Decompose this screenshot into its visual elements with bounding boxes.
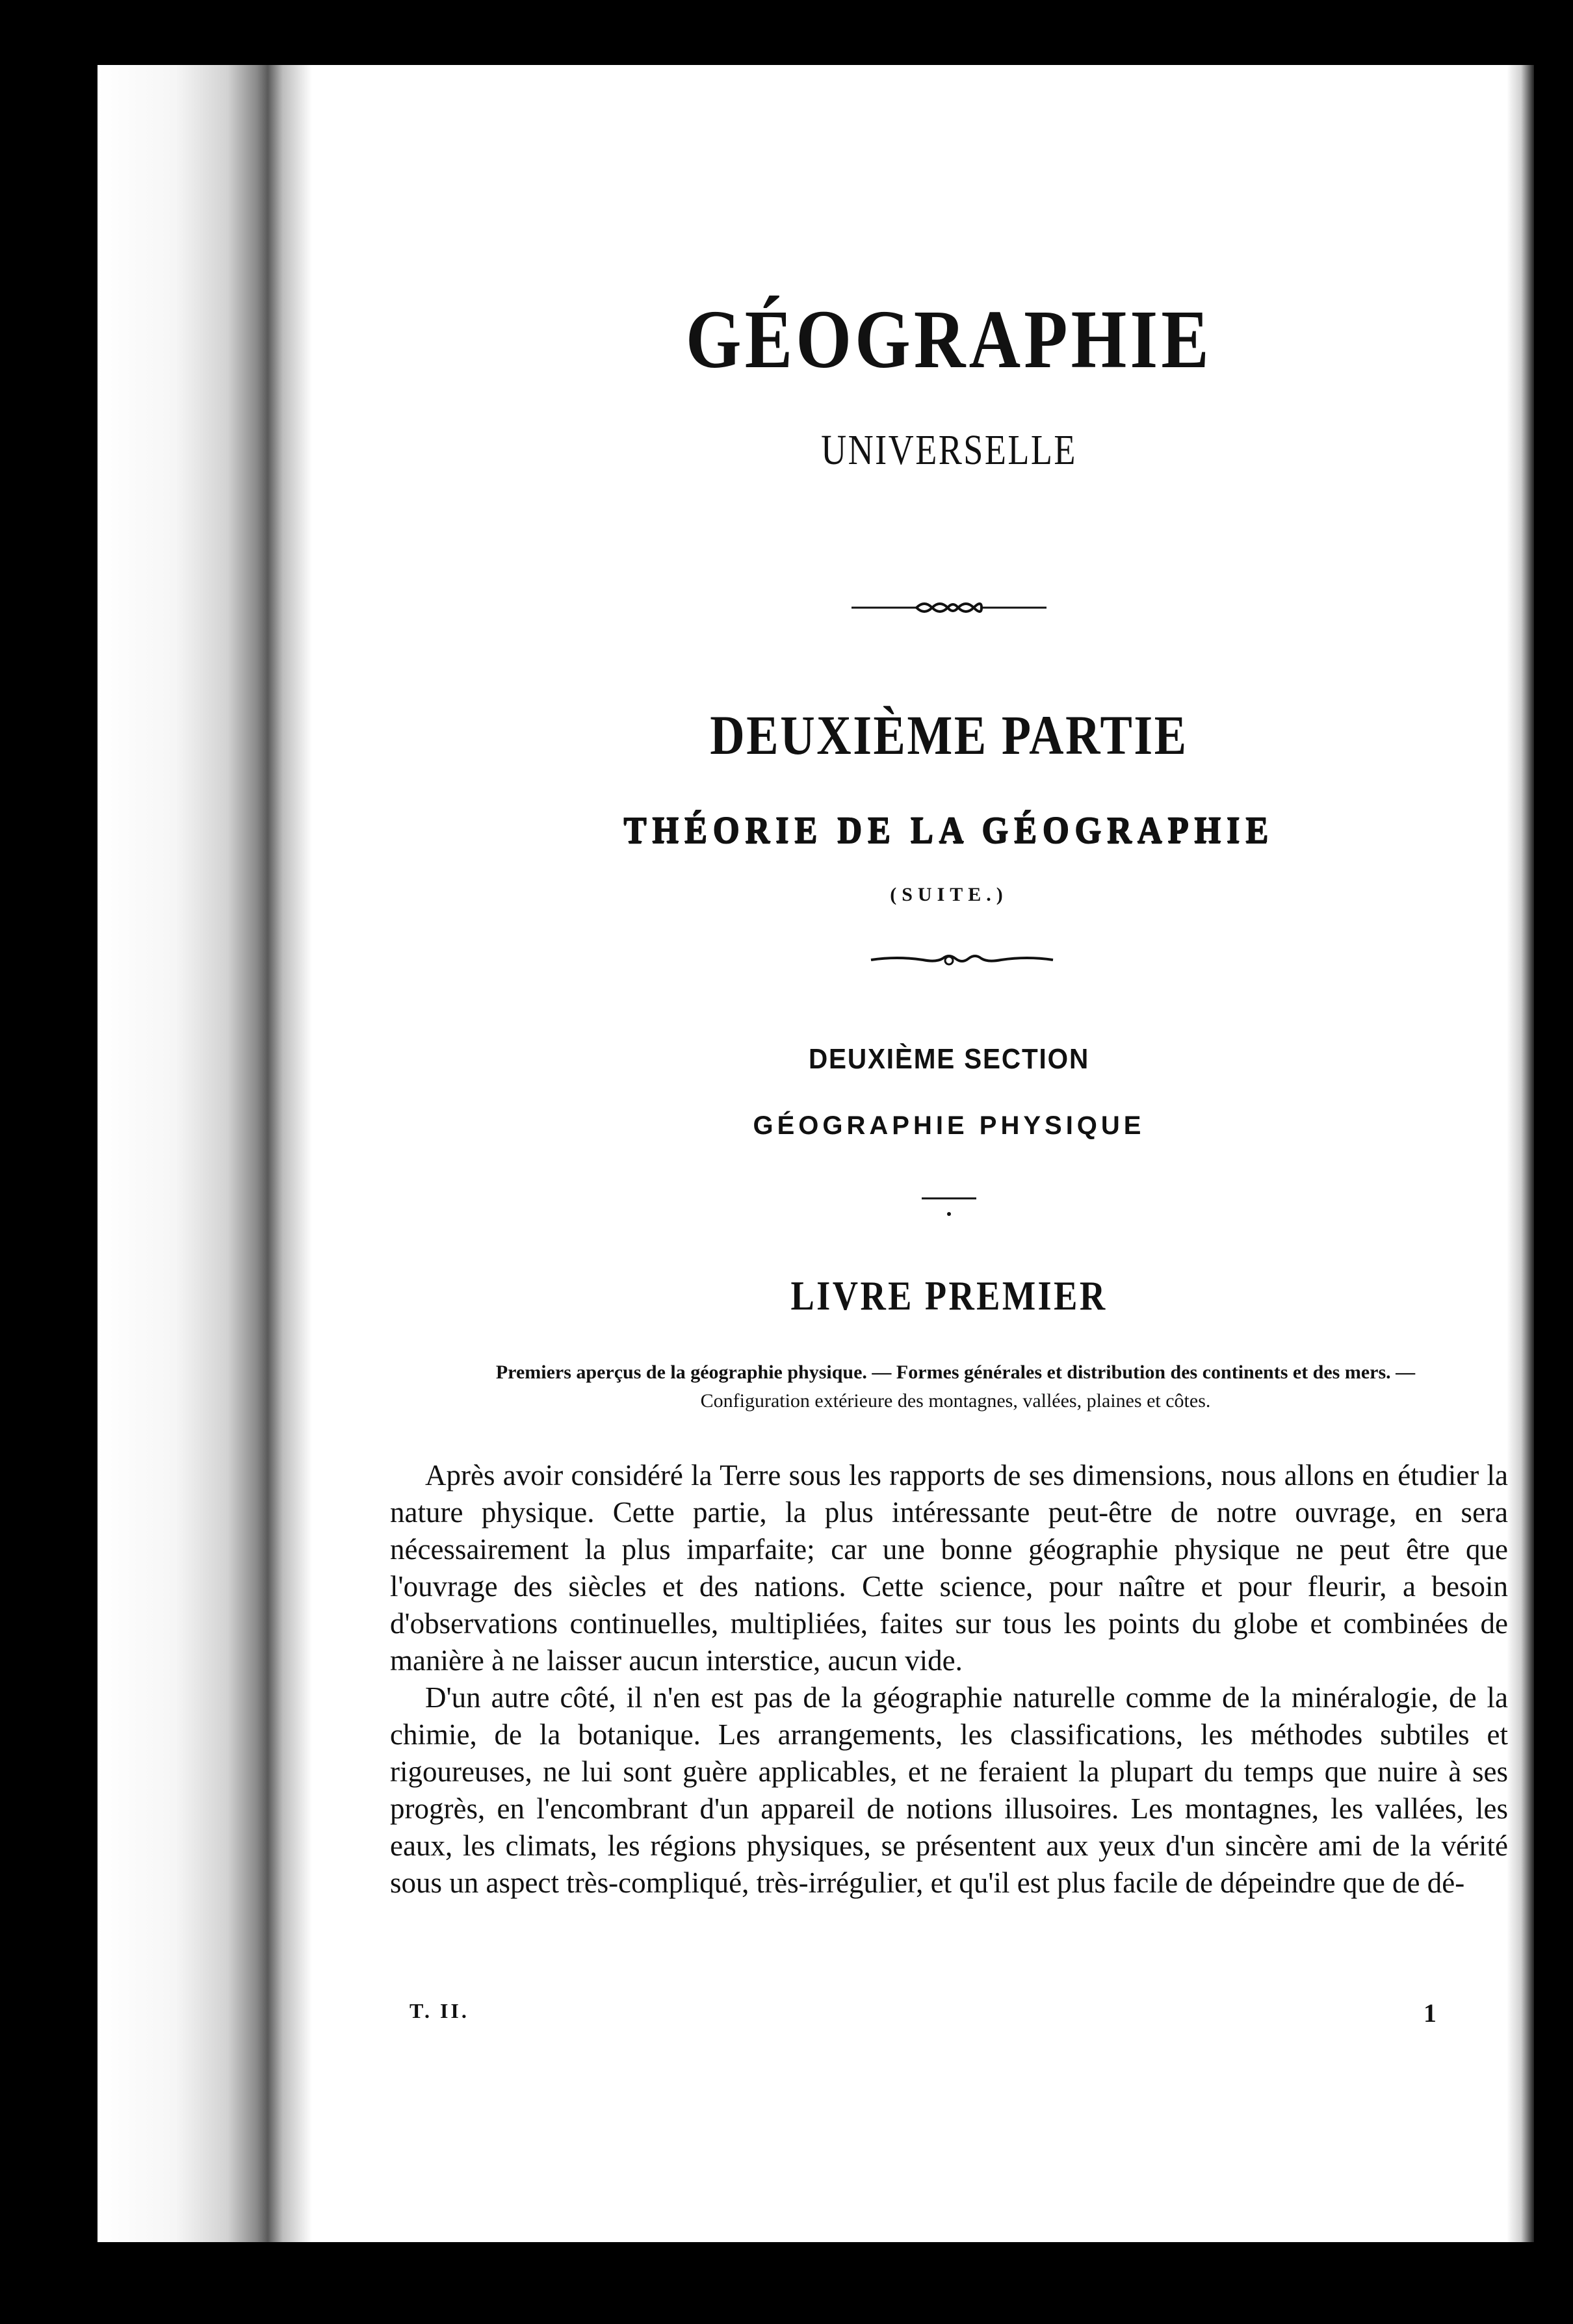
part-theory-heading: THÉORIE DE LA GÉOGRAPHIE xyxy=(623,808,1275,851)
section-subheading: GÉOGRAPHIE PHYSIQUE xyxy=(753,1111,1145,1140)
page-number: 1 xyxy=(1424,1998,1436,2028)
body-text xyxy=(390,1457,1508,1902)
page-edge xyxy=(1507,65,1534,2242)
paragraph: Après avoir considéré la Terre sous les rapports de ses dimensions, nous allons en étudier la nature physique. Cette partie, la plus intéressante peut-être de notre ouvrage, en sera nécessairement la plus imparfaite; car une bonne géographie physique ne peut être que l'ouvrage des siècles et des nations. Cette science, pour naître et pour fleurir, a besoin d'observations continuelles, multipliées, faites sur tous les points du globe et combinées de manière à ne laisser aucun interstice, aucun vide. xyxy=(390,1459,1508,1677)
paragraph: D'un autre côté, il n'en est pas de la géographie naturelle comme de la minéralogie, de la chimie, de la botanique. Les arrangements, les classifications, les méthodes subtiles et rigoureuses, ne lui sont guère applicables, et ne feraient la plupart du temps que nuire à ses progrès, en l'encombrant d'un appareil de notions illusoires. Les montagnes, les vallées, les eaux, les climats, les régions physiques, se présentent aux yeux d'un sincère ami de la vérité sous un aspect très-compliqué, très-irrégulier, et qu'il est plus facile de dépeindre que de dé- xyxy=(390,1681,1508,1899)
ornament-divider xyxy=(448,598,1450,617)
chapter-summary xyxy=(396,1358,1514,1415)
part-heading: DEUXIÈME PARTIE xyxy=(710,704,1188,766)
page-title: GÉOGRAPHIE xyxy=(685,293,1213,385)
summary-line: Configuration extérieure des montagnes, vallées, plaines et côtes. xyxy=(700,1390,1211,1412)
binding-shadow xyxy=(98,65,312,2242)
book-heading: LIVRE PREMIER xyxy=(790,1272,1108,1319)
book-page xyxy=(98,65,1534,2242)
page-subtitle: UNIVERSELLE xyxy=(821,426,1077,474)
signature-mark: T. II. xyxy=(410,1999,469,2022)
short-rule xyxy=(448,1194,1450,1220)
part-suite: (SUITE.) xyxy=(890,884,1008,905)
section-heading: DEUXIÈME SECTION xyxy=(808,1043,1090,1075)
summary-line: Premiers aperçus de la géographie physique. — Formes générales et distribution des continents et des mers. — xyxy=(495,1362,1416,1383)
ornament-divider xyxy=(448,950,1450,970)
